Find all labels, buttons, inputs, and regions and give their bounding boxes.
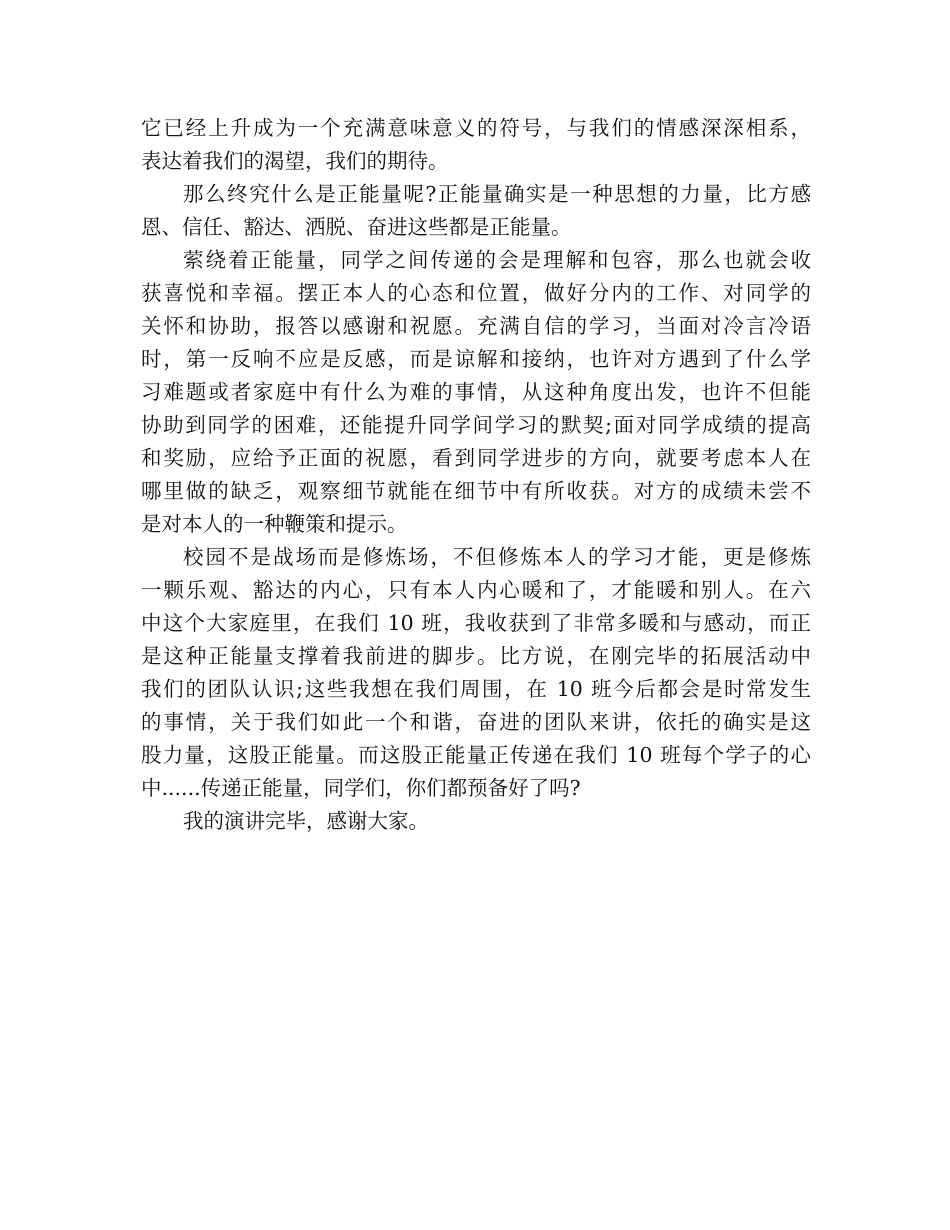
text-line: 股力量，这股正能量。而这股正能量正传递在我们 10 班每个学子的心 [141, 743, 811, 767]
text-line: 表达着我们的渴望，我们的期待。 [141, 149, 449, 173]
text-line: 恩、信任、豁达、洒脱、奋进这些都是正能量。 [141, 215, 572, 239]
document-body [141, 112, 811, 838]
text-line: 中......传递正能量，同学们，你们都预备好了吗? [141, 776, 581, 800]
text-line: 中这个大家庭里，在我们 10 班，我收获到了非常多暖和与感动，而正 [141, 611, 811, 635]
text-line: 获喜悦和幸福。摆正本人的心态和位置，做好分内的工作、对同学的 [141, 281, 811, 305]
text-line: 关怀和协助，报答以感谢和祝愿。充满自信的学习，当面对冷言冷语 [141, 314, 811, 338]
text-line: 协助到同学的困难，还能提升同学间学习的默契;面对同学成绩的提高 [141, 413, 811, 437]
paragraph [141, 112, 811, 178]
paragraph [141, 244, 811, 541]
text-line: 一颗乐观、豁达的内心，只有本人内心暖和了，才能暖和别人。在六 [141, 578, 811, 602]
paragraph [141, 805, 811, 838]
text-line: 是对本人的一种鞭策和提示。 [141, 512, 408, 536]
text-line: 是这种正能量支撑着我前进的脚步。比方说，在刚完毕的拓展活动中 [141, 644, 811, 668]
text-line: 萦绕着正能量，同学之间传递的会是理解和包容，那么也就会收 [183, 248, 811, 272]
text-line: 那么终究什么是正能量呢?正能量确实是一种思想的力量，比方感 [183, 182, 811, 206]
text-line: 时，第一反响不应是反感，而是谅解和接纳，也许对方遇到了什么学 [141, 347, 811, 371]
paragraph [141, 541, 811, 805]
text-line: 哪里做的缺乏，观察细节就能在细节中有所收获。对方的成绩未尝不 [141, 479, 811, 503]
text-line: 和奖励，应给予正面的祝愿，看到同学进步的方向，就要考虑本人在 [141, 446, 811, 470]
text-line: 的事情，关于我们如此一个和谐，奋进的团队来讲，依托的确实是这 [141, 710, 811, 734]
text-line: 我们的团队认识;这些我想在我们周围，在 10 班今后都会是时常发生 [141, 677, 811, 701]
text-line: 校园不是战场而是修炼场，不但修炼本人的学习才能，更是修炼 [183, 545, 811, 569]
text-line: 习难题或者家庭中有什么为难的事情，从这种角度出发，也许不但能 [141, 380, 811, 404]
paragraph [141, 178, 811, 244]
text-line: 它已经上升成为一个充满意味意义的符号，与我们的情感深深相系， [141, 116, 811, 140]
text-line: 我的演讲完毕，感谢大家。 [183, 809, 429, 833]
